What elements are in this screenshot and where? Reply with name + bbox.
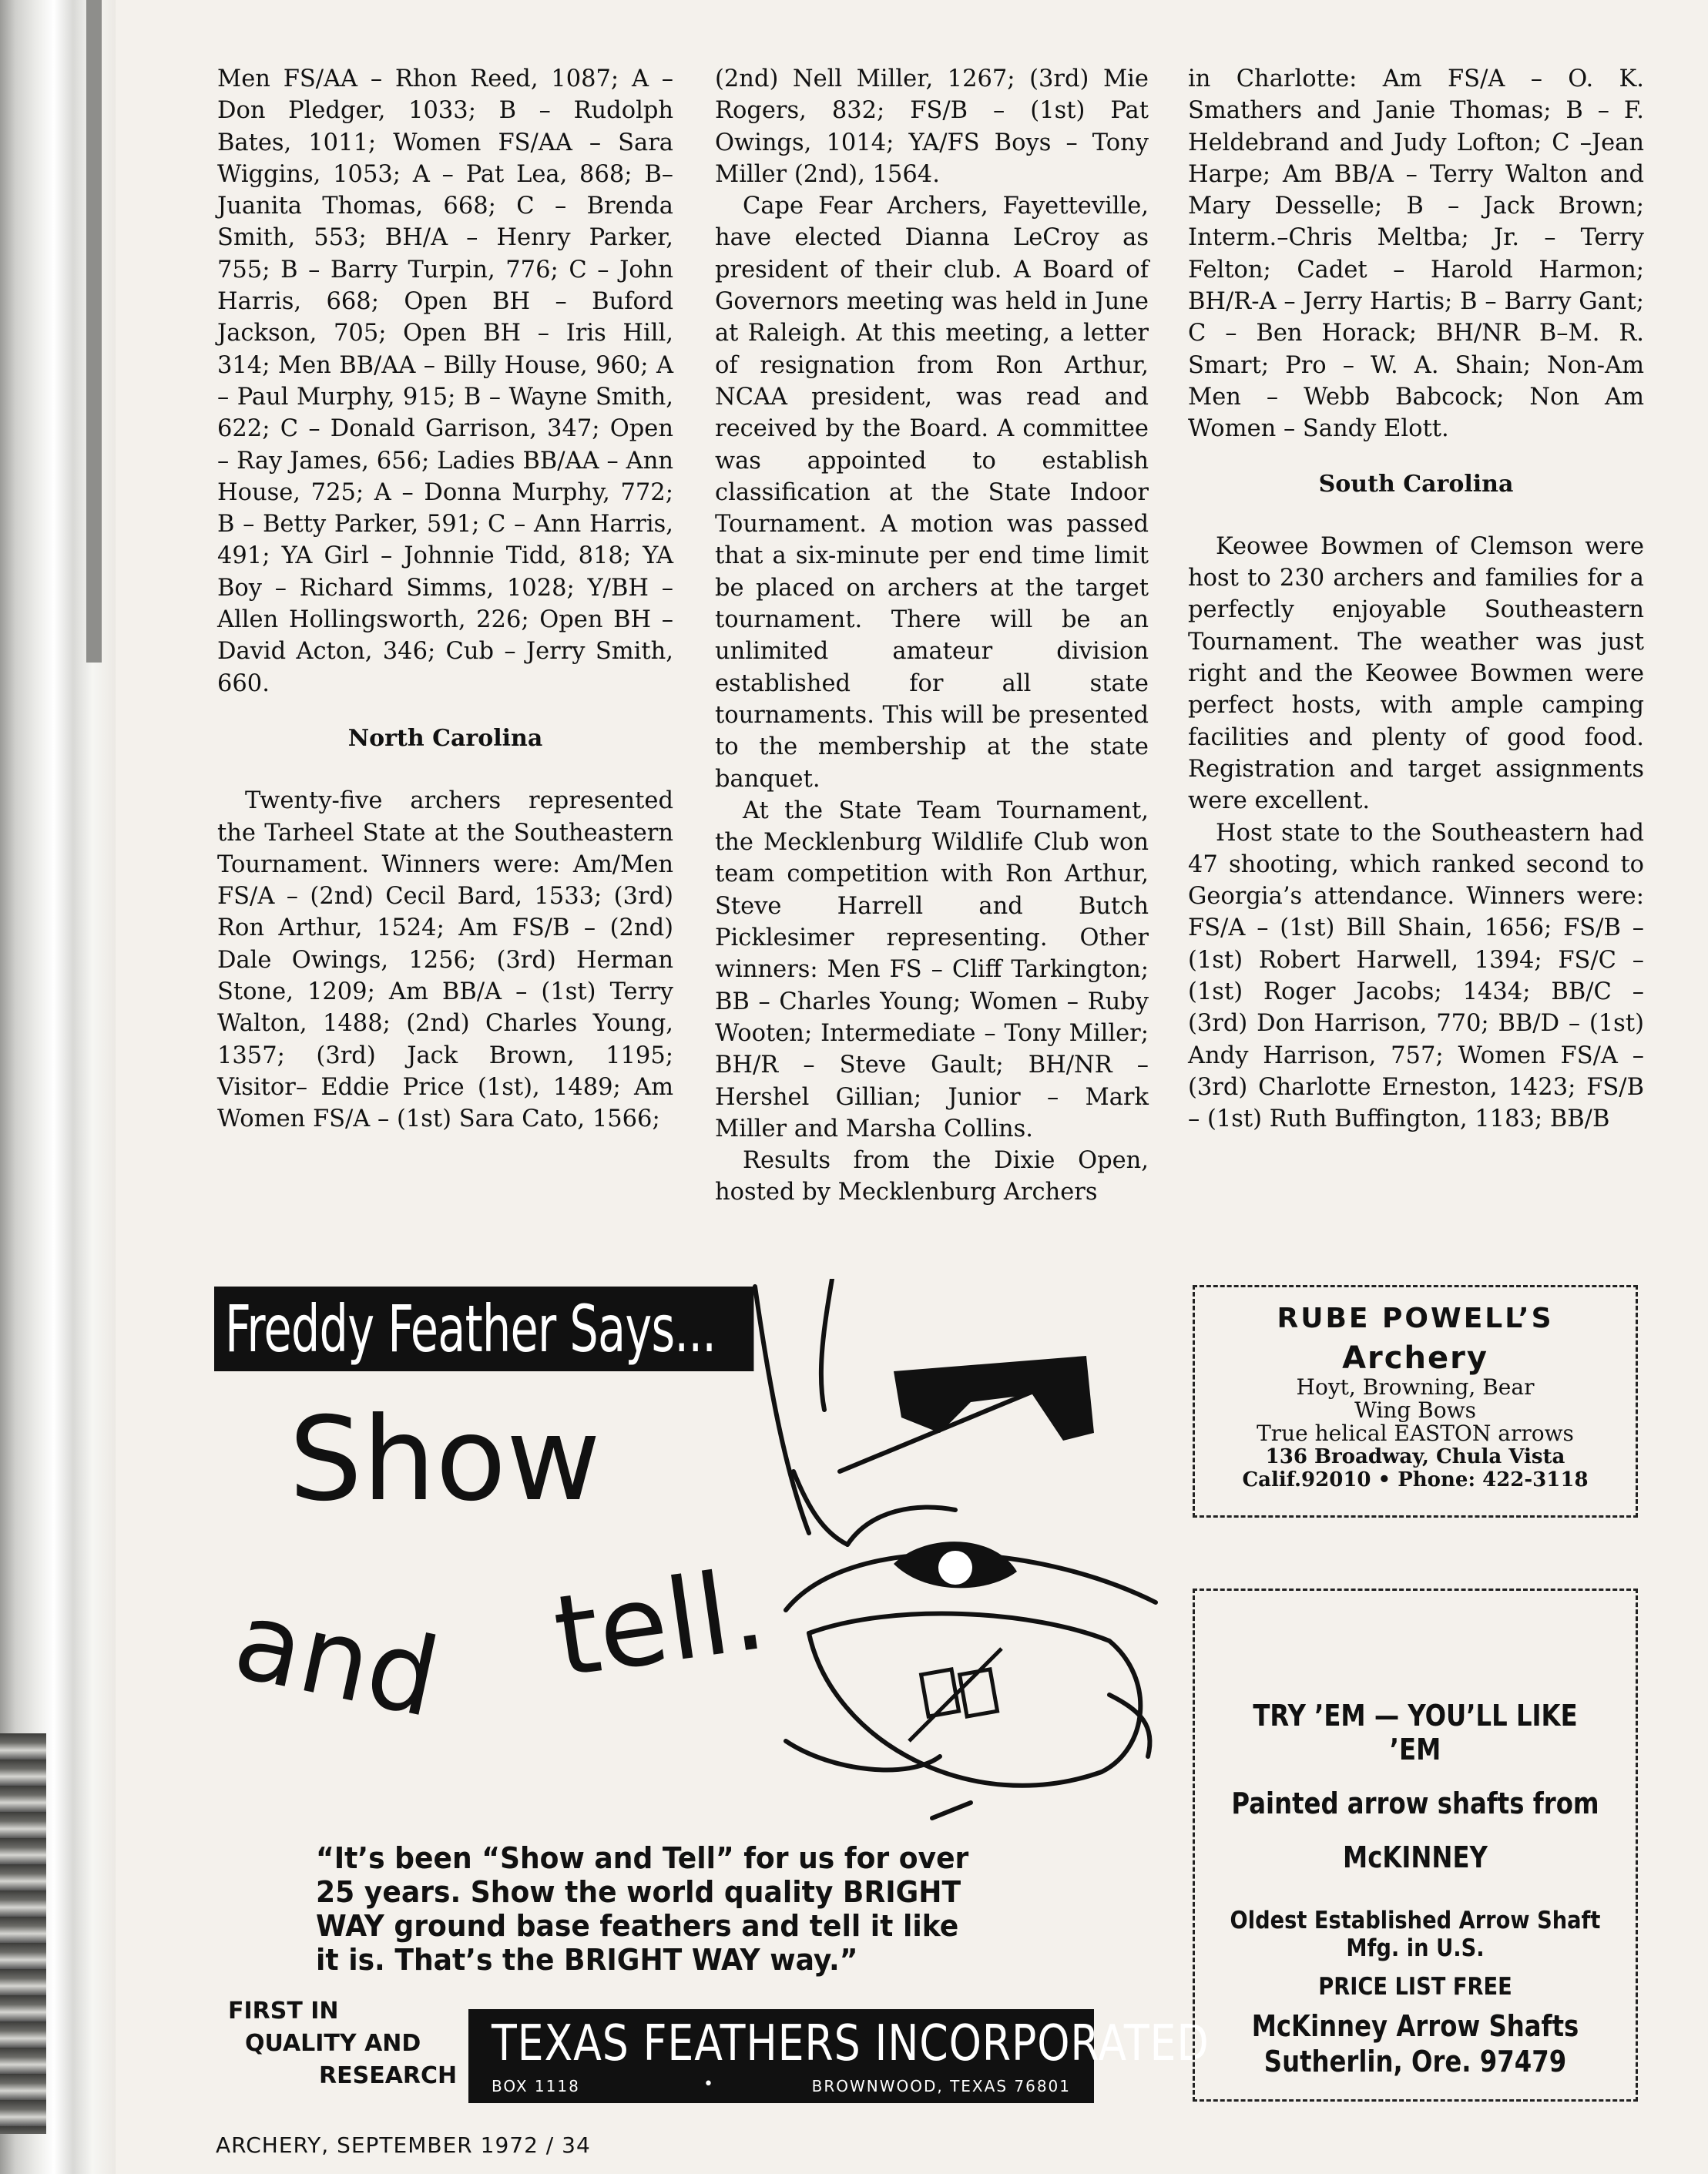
col2-paragraph-2: Cape Fear Archers, Fayetteville, have elected Dianna LeCroy as president of their club. A Board of Governors meeting was held in June at Raleigh. At this meeting, a letter of resignation from Ron Arthur, NCAA president, was read and received by the Board. A committee was appointed to establish classification at the State Indoor Tournament. A motion was passed that a six-minute per end time limit be placed on archers at the target tournament. There will be an unlimited amateur division established for all state tournaments. This will be presented to the membership at the state banquet. xyxy=(715,193,1149,793)
rube-powell-name: RUBE POWELL’S xyxy=(1277,1303,1554,1334)
tagline-line-2: QUALITY AND xyxy=(245,2030,421,2057)
mckinney-ad xyxy=(1193,1589,1638,2102)
mckinney-oldest: Oldest Established Arrow Shaft Mfg. in U.S. xyxy=(1230,1907,1601,1962)
ad-show-word: Show xyxy=(289,1393,601,1527)
col1-paragraph-2: Twenty-five archers represented the Tarheel State at the Southeastern Tournament. Winners were: Am/Men FS/A – (2nd) Cecil Bard, 1533; (3rd) Ron Arthur, 1524; Am FS/B – (2nd) Dale Owings, 1256; (3rd) Herman Stone, 1209; Am BB/A – (1st) Terry Walton, 1488; (2nd) Charles Young, 1357; (3rd) Jack Brown, 1195; Visitor– Eddie Price (1st), 1489; Am Women FS/A – (1st) Sara Cato, 1566; xyxy=(217,787,673,1133)
north-carolina-heading: North Carolina xyxy=(347,724,543,752)
texas-feathers-logo-block xyxy=(468,2009,1210,2103)
mckinney-address: McKinney Arrow Shafts Sutherlin, Ore. 97479 xyxy=(1251,2009,1579,2078)
rube-address: 136 Broadway, Chula Vista xyxy=(1265,1445,1565,1468)
binding-edge-photo xyxy=(0,1733,46,2134)
col1-paragraph-1: Men FS/AA – Rhon Reed, 1087; A – Don Pledger, 1033; B – Rudolph Bates, 1011; Women FS/AA – Sara Wiggins, 1053; A – Pat Lea, 868; B–Juanita Thomas, 668; C – Brenda Smith, 553; BH/A – Henry Parker, 755; B – Barry Turpin, 776; C – John Harris, 668; Open BH – Buford Jackson, 705; Open BH – Iris Hill, 314; Men BB/AA – Billy House, 960; A – Paul Murphy, 915; B – Wayne Smith, 622; C – Donald Garrison, 347; Open – Ray James, 656; Ladies BB/AA – Ann House, 725; A – Donna Murphy, 772; B – Betty Parker, 591; C – Ann Harris, 491; YA Girl – Johnnie Tidd, 818; YA Boy – Richard Simms, 1028; Y/BH – Allen Hollingsworth, 226; Open BH – David Acton, 346; Cub – Jerry Smith, 660. xyxy=(217,65,673,697)
freddy-feather-cartoon-illustration xyxy=(740,1279,1171,1833)
rube-easton: True helical EASTON arrows xyxy=(1257,1421,1574,1446)
mckinney-price-list: PRICE LIST FREE xyxy=(1318,1973,1512,2001)
col3-paragraph-1: in Charlotte: Am FS/A – O. K. Smathers and Janie Thomas; B – F. Heldebrand and Judy Lofton; C –Jean Harpe; Am BB/A – Terry Walton and Mary Desselle; B – Jack Brown; Interm.–Chris Meltba; Jr. – Terry Felton; Cadet – Harold Harmon; BH/R-A – Jerry Hartis; B – Barry Gant; C – Ben Horack; BH/NR B–M. R. Smart; Pro – W. A. Shain; Non-Am Men – Webb Babcock; Non Am Women – Sandy Elott. xyxy=(1188,65,1644,443)
first-in-quality-tagline xyxy=(228,1995,457,2092)
texas-feathers-city: BROWNWOOD, TEXAS 76801 xyxy=(811,2077,1071,2095)
ad-tell-word: tell. xyxy=(546,1544,773,1703)
texas-feathers-box: BOX 1118 xyxy=(492,2077,580,2095)
col3-paragraph-3: Host state to the Southeastern had 47 shooting, which ranked second to Georgia’s attendance. Winners were: FS/A – (1st) Bill Shain, 1656; FS/B – (1st) Robert Harwell, 1394; FS/C – (1st) Roger Jacobs; 1434; BB/C – (3rd) Don Harrison, 770; BB/D – (1st) Andy Harrison, 757; Women FS/A – (3rd) Charlotte Erneston, 1423; FS/B – (1st) Ruth Buffington, 1183; BB/B xyxy=(1188,819,1644,1133)
rube-brands: Hoyt, Browning, Bear xyxy=(1296,1374,1535,1400)
page-footer: ARCHERY, SEPTEMBER 1972 / 34 xyxy=(216,2132,591,2158)
texas-feathers-name: TEXAS FEATHERS INCORPORATED xyxy=(492,2015,1210,2072)
mckinney-painted: Painted arrow shafts from xyxy=(1231,1787,1599,1820)
article-column-3 xyxy=(1188,63,1644,1136)
rube-powell-archery: Archery xyxy=(1342,1340,1488,1376)
ad-quote-text: “It’s been “Show and Tell” for us for over 25 years. Show the world quality BRIGHT WAY ground base feathers and tell it like it is. That’s the BRIGHT WAY way.” xyxy=(316,1841,969,1977)
tagline-line-3: RESEARCH xyxy=(319,2062,458,2089)
binding-stripe xyxy=(86,0,102,663)
article-column-1 xyxy=(217,63,673,1136)
mckinney-slogan: TRY ’EM — YOU’LL LIKE ’EM xyxy=(1253,1699,1578,1766)
rube-powell-ad xyxy=(1193,1285,1638,1518)
bullet-dot: • xyxy=(703,2075,713,2094)
col2-paragraph-4: Results from the Dixie Open, hosted by Mecklenburg Archers xyxy=(715,1147,1149,1206)
col2-paragraph-3: At the State Team Tournament, the Mecklenburg Wildlife Club won team competition with Ron Arthur, Steve Harrell and Butch Picklesimer representing. Other winners: Men FS – Cliff Tarkington; BB – Charles Young; Women – Ruby Wooten; Intermediate – Tony Miller; BH/R – Steve Gault; BH/NR – Hershel Gillian; Junior – Mark Miller and Marsha Collins. xyxy=(715,797,1149,1142)
ad-and-word: and xyxy=(224,1577,449,1743)
article-column-2 xyxy=(715,63,1149,1209)
rube-wing-bows: Wing Bows xyxy=(1354,1397,1476,1423)
freddy-feather-banner: Freddy Feather Says... xyxy=(214,1287,753,1371)
col3-paragraph-2: Keowee Bowmen of Clemson were host to 230 archers and families for a perfectly enjoyable Southeastern Tournament. The weather was just right and the Keowee Bowmen were perfect hosts, with ample camping facilities and plenty of good food. Registration and target assignments were excellent. xyxy=(1188,532,1644,815)
south-carolina-heading: South Carolina xyxy=(1318,470,1514,498)
mckinney-name: McKINNEY xyxy=(1343,1840,1488,1874)
tagline-line-1: FIRST IN xyxy=(228,1998,339,2025)
rube-phone: Calif.92010 • Phone: 422-3118 xyxy=(1242,1468,1589,1491)
col2-paragraph-1: (2nd) Nell Miller, 1267; (3rd) Mie Rogers, 832; FS/B – (1st) Pat Owings, 1014; YA/FS Boys – Tony Miller (2nd), 1564. xyxy=(715,65,1149,188)
